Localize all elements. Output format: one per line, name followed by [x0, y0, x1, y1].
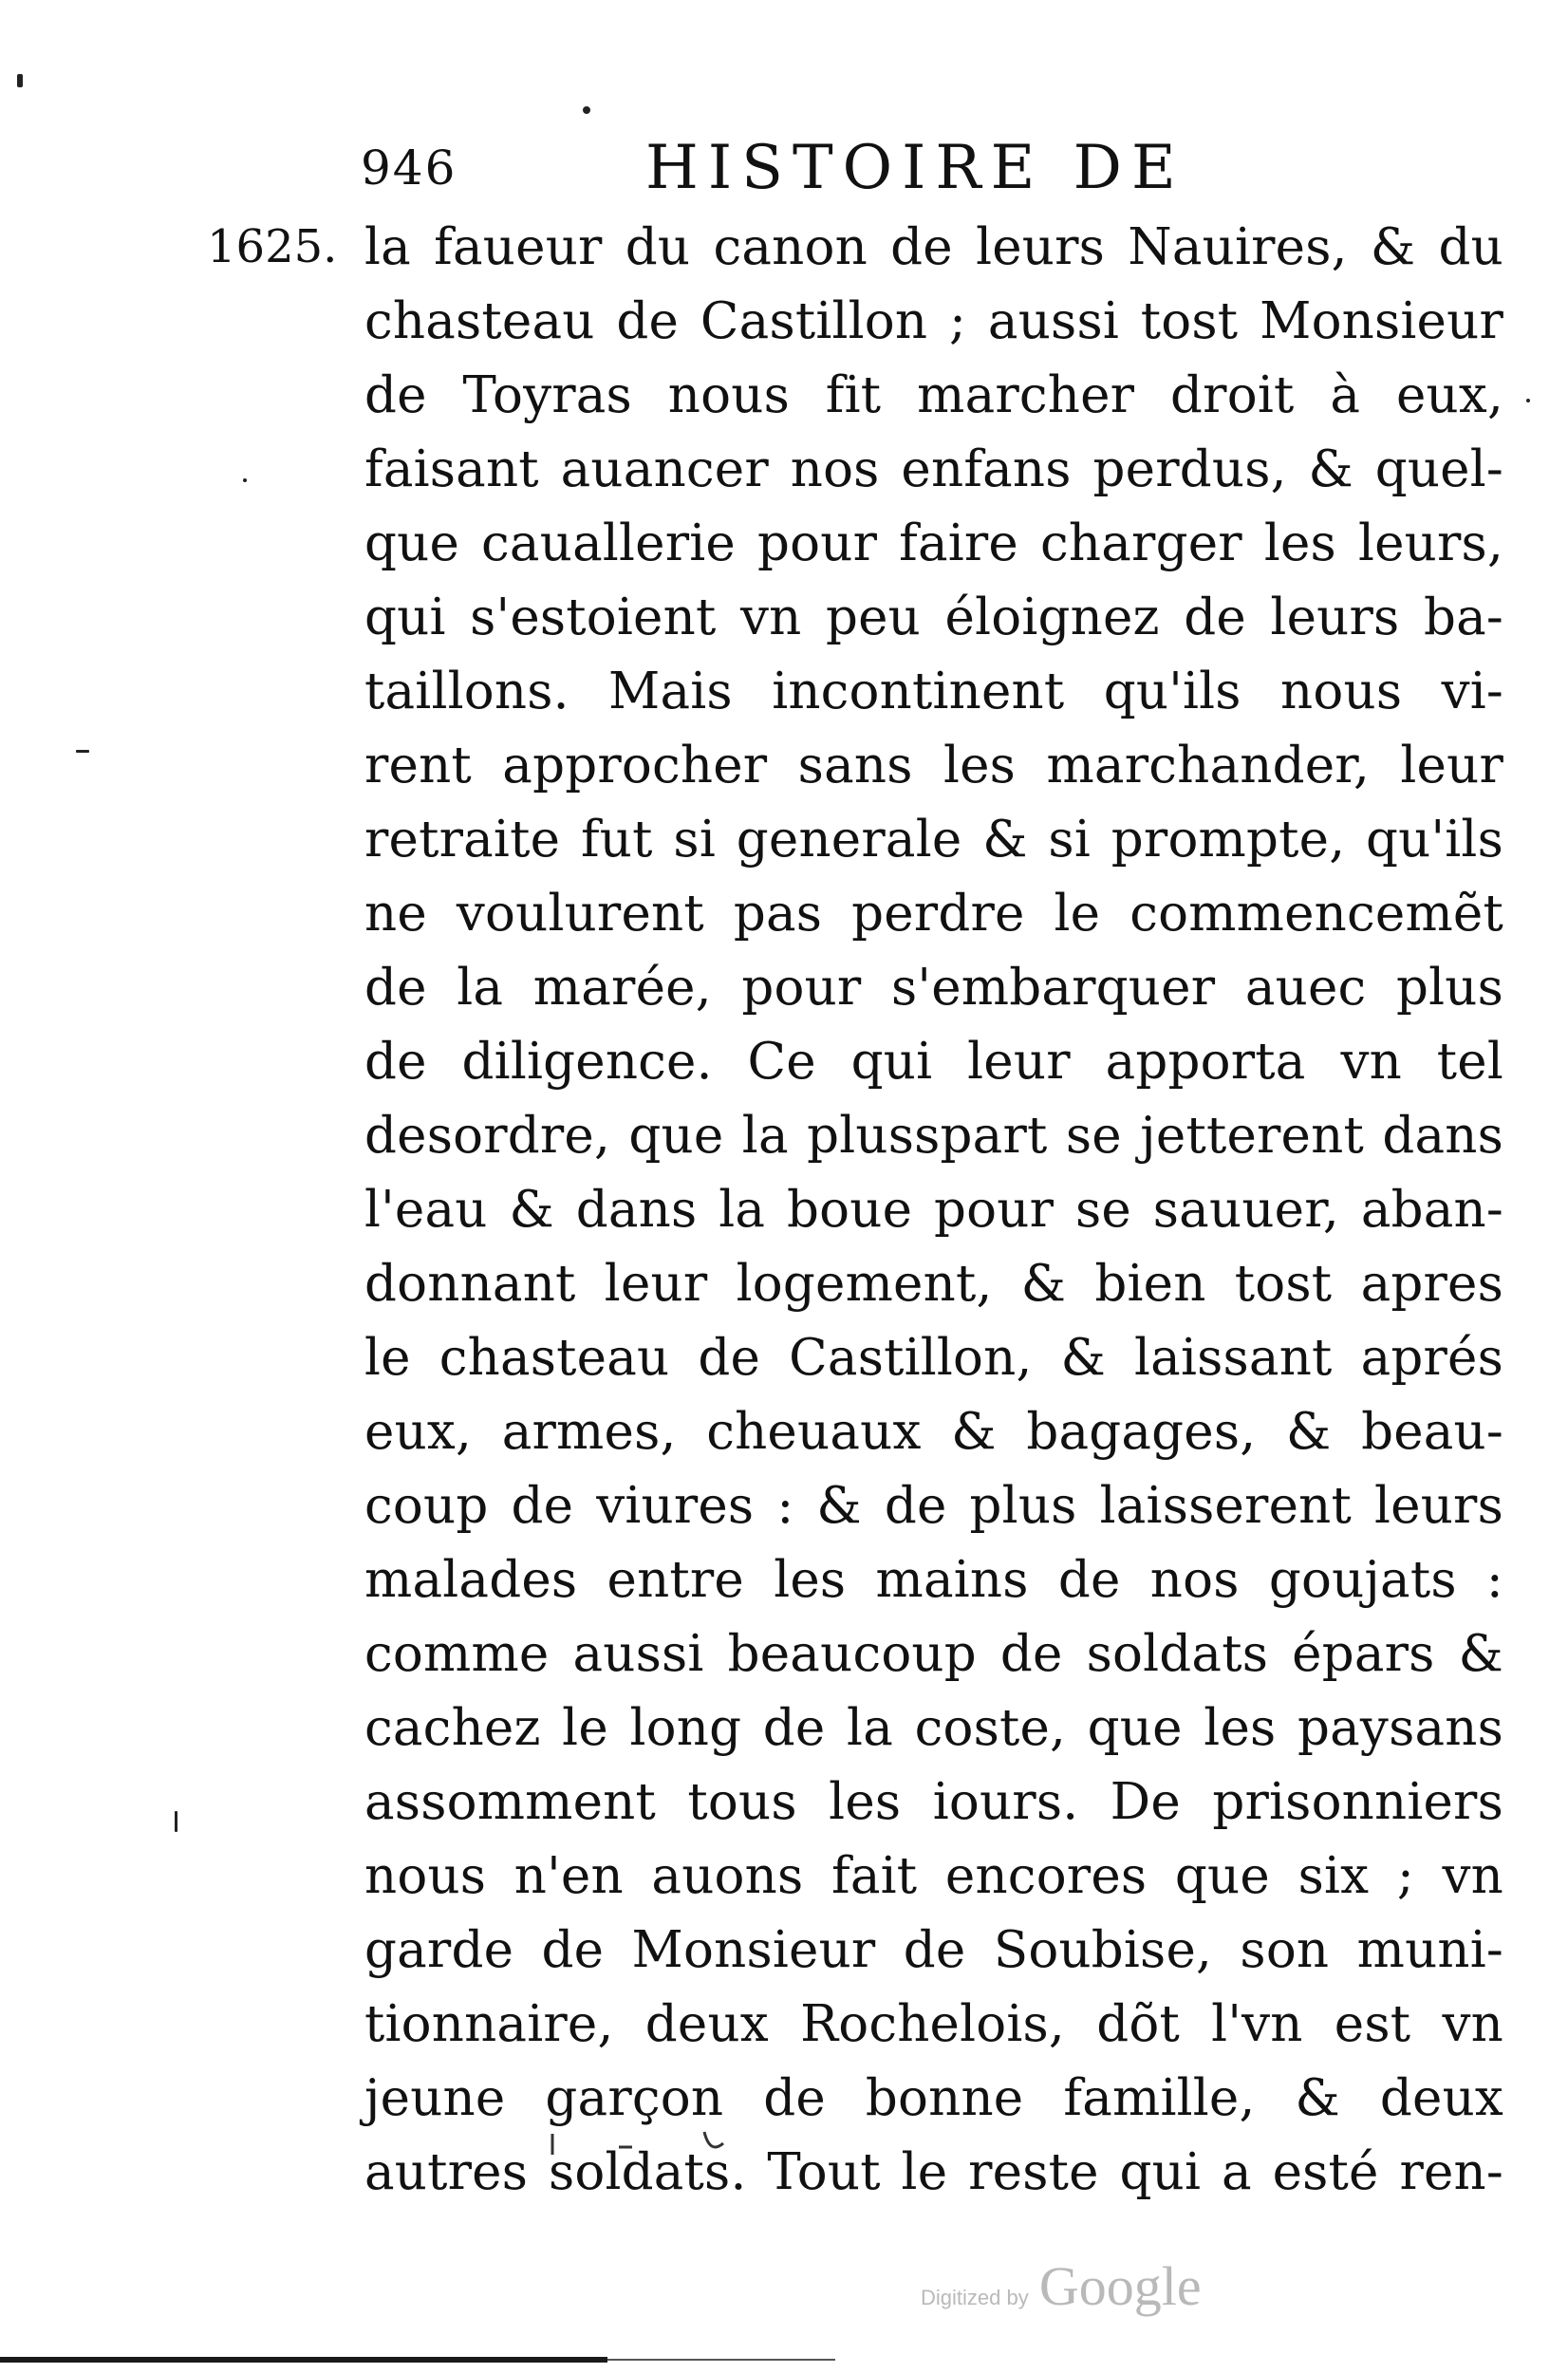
text-line: l'eau & dans la boue pour se sauuer, aban-: [364, 1181, 1503, 1239]
scan-edge-rule: [0, 2357, 607, 2363]
watermark-prefix: Digitized by: [921, 2286, 1029, 2309]
text-line: de Toyras nous fit marcher droit à eux,: [364, 366, 1503, 424]
scan-speck: [1526, 399, 1530, 402]
margin-year-note: 1625.: [207, 220, 338, 273]
text-line: de diligence. Ce qui leur apporta vn tel: [364, 1033, 1503, 1091]
scan-speck: [243, 478, 247, 482]
page-number: 946: [361, 140, 457, 196]
text-line: qui s'estoient vn peu éloignez de leurs ba-: [364, 589, 1503, 646]
scan-edge-rule-thin: [607, 2359, 835, 2361]
page-bottom-marks: [543, 2126, 771, 2173]
text-line: tionnaire, deux Rochelois, dõt l'vn est vn: [364, 1995, 1503, 2053]
text-line: assomment tous les iours. De prisonniers: [364, 1773, 1503, 1831]
scan-speck: [175, 1811, 177, 1832]
text-line: eux, armes, cheuaux & bagages, & beau-: [364, 1403, 1503, 1461]
text-line: chasteau de Castillon ; aussi tost Monsieur: [364, 292, 1503, 350]
text-line: autres soldats. Tout le reste qui a esté ren-: [364, 2143, 1503, 2201]
text-line: retraite fut si generale & si prompte, qu'ils: [364, 811, 1503, 869]
smudge-marks: [543, 2126, 771, 2164]
text-line: malades entre les mains de nos goujats :: [364, 1551, 1503, 1609]
text-line: faisant auancer nos enfans perdus, & quel-: [364, 440, 1503, 498]
text-line: que cauallerie pour faire charger les leurs,: [364, 514, 1503, 572]
text-line: taillons. Mais incontinent qu'ils nous vi-: [364, 663, 1503, 720]
text-line: coup de viures : & de plus laisserent leurs: [364, 1477, 1503, 1535]
text-line: garde de Monsieur de Soubise, son muni-: [364, 1921, 1503, 1979]
text-line: ne voulurent pas perdre le commencemẽt: [364, 885, 1503, 943]
digitized-watermark: [921, 2254, 1202, 2318]
running-title: HISTOIRE DE: [645, 133, 1185, 203]
text-line: le chasteau de Castillon, & laissant aprés: [364, 1329, 1503, 1387]
text-line: jeune garçon de bonne famille, & deux: [364, 2069, 1503, 2127]
text-line: desordre, que la plusspart se jetterent dans: [364, 1107, 1503, 1165]
text-line: donnant leur logement, & bien tost apres: [364, 1255, 1503, 1313]
text-line: cachez le long de la coste, que les paysans: [364, 1699, 1503, 1757]
text-line: rent approcher sans les marchander, leur: [364, 737, 1503, 794]
text-line: la faueur du canon de leurs Nauires, & du: [364, 218, 1503, 276]
body-text: [364, 211, 1522, 2210]
watermark-brand: Google: [1038, 2255, 1202, 2317]
text-line: comme aussi beaucoup de soldats épars &: [364, 1625, 1503, 1683]
scan-speck: [583, 106, 590, 114]
text-line: nous n'en auons fait encores que six ; vn: [364, 1847, 1503, 1905]
text-line: de la marée, pour s'embarquer auec plus: [364, 959, 1503, 1017]
scan-speck: [76, 750, 89, 753]
running-head: [361, 133, 1272, 216]
scan-speck: [17, 74, 23, 87]
